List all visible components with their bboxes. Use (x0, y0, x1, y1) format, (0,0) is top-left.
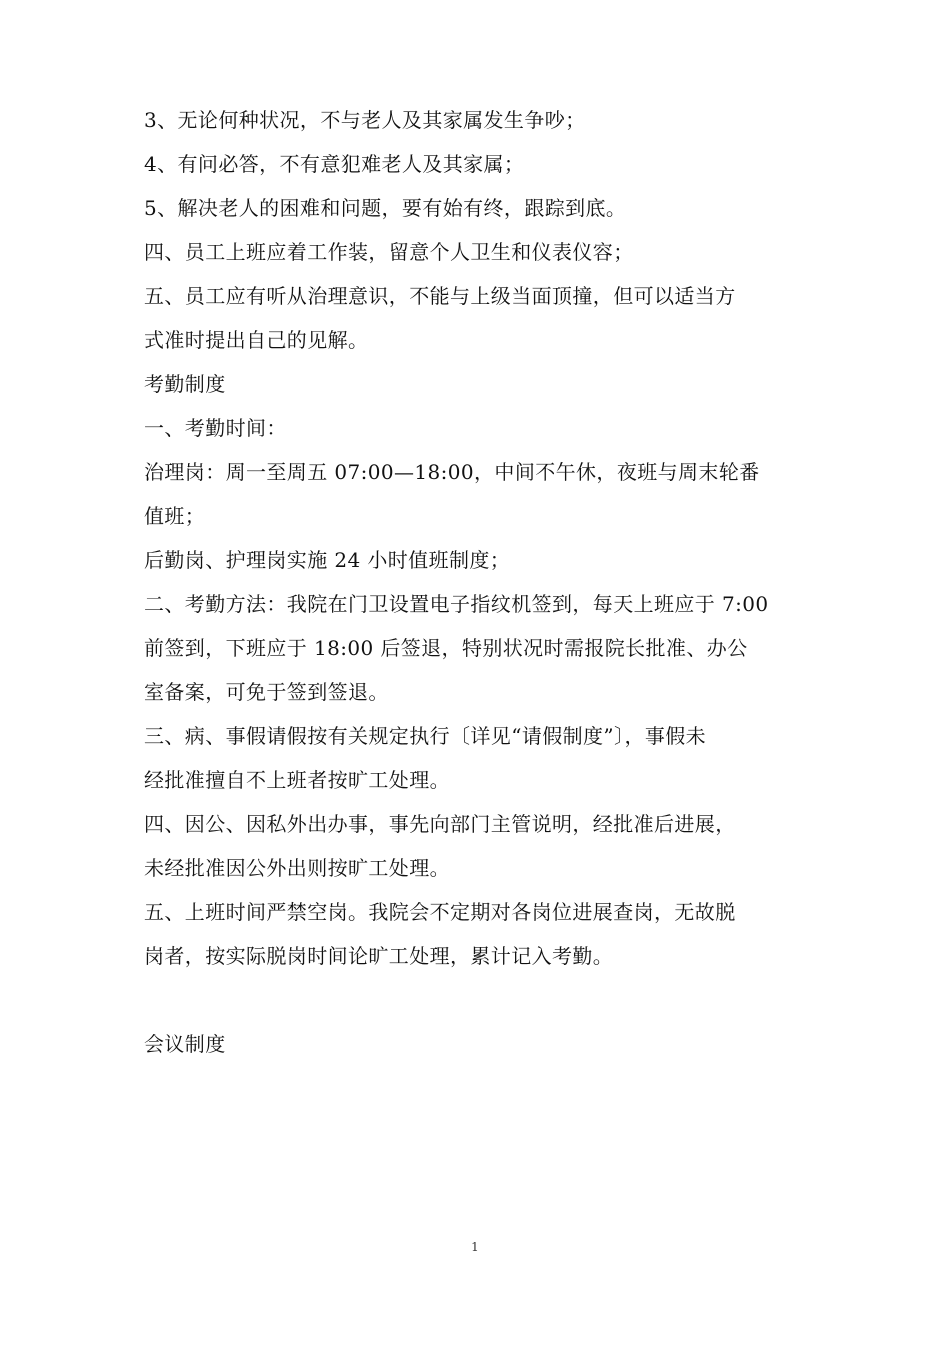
text-line: 五、员工应有听从治理意识，不能与上级当面顶撞，但可以适当方 (144, 284, 736, 308)
section-title-meeting: 会议制度 (144, 1032, 226, 1056)
document-body (144, 98, 816, 1066)
paragraph-gap (144, 978, 816, 1022)
text-line: 后勤岗、护理岗实施 24 小时值班制度； (144, 548, 511, 572)
text-line: 一、考勤时间： (144, 416, 287, 440)
text-line: 值班； (144, 504, 206, 528)
section-title-attendance: 考勤制度 (144, 372, 226, 396)
text-line: 治理岗：周一至周五 07:00—18:00，中间不午休，夜班与周末轮番 (144, 460, 760, 484)
text-line: 四、员工上班应着工作装，留意个人卫生和仪表仪容； (144, 240, 634, 264)
text-line: 前签到，下班应于 18:00 后签退，特别状况时需报院长批准、办公 (144, 636, 748, 660)
text-line: 四、因公、因私外出办事，事先向部门主管说明，经批准后进展， (144, 812, 736, 836)
text-line: 二、考勤方法：我院在门卫设置电子指纹机签到，每天上班应于 7:00 (144, 592, 769, 616)
text-line: 5、解决老人的困难和问题，要有始有终，跟踪到底。 (144, 196, 627, 220)
text-line: 经批准擅自不上班者按旷工处理。 (144, 768, 450, 792)
text-line: 室备案，可免于签到签退。 (144, 680, 389, 704)
text-line: 3、无论何种状况，不与老人及其家属发生争吵； (144, 108, 586, 132)
page-number: 1 (471, 1240, 479, 1254)
text-line: 岗者，按实际脱岗时间论旷工处理，累计记入考勤。 (144, 944, 614, 968)
text-line: 式准时提出自己的见解。 (144, 328, 369, 352)
text-line: 未经批准因公外出则按旷工处理。 (144, 856, 450, 880)
text-line: 五、上班时间严禁空岗。我院会不定期对各岗位进展查岗，无故脱 (144, 900, 736, 924)
text-line: 4、有问必答，不有意犯难老人及其家属； (144, 152, 525, 176)
text-line: 三、病、事假请假按有关规定执行〔详见“请假制度”〕，事假未 (144, 724, 707, 748)
